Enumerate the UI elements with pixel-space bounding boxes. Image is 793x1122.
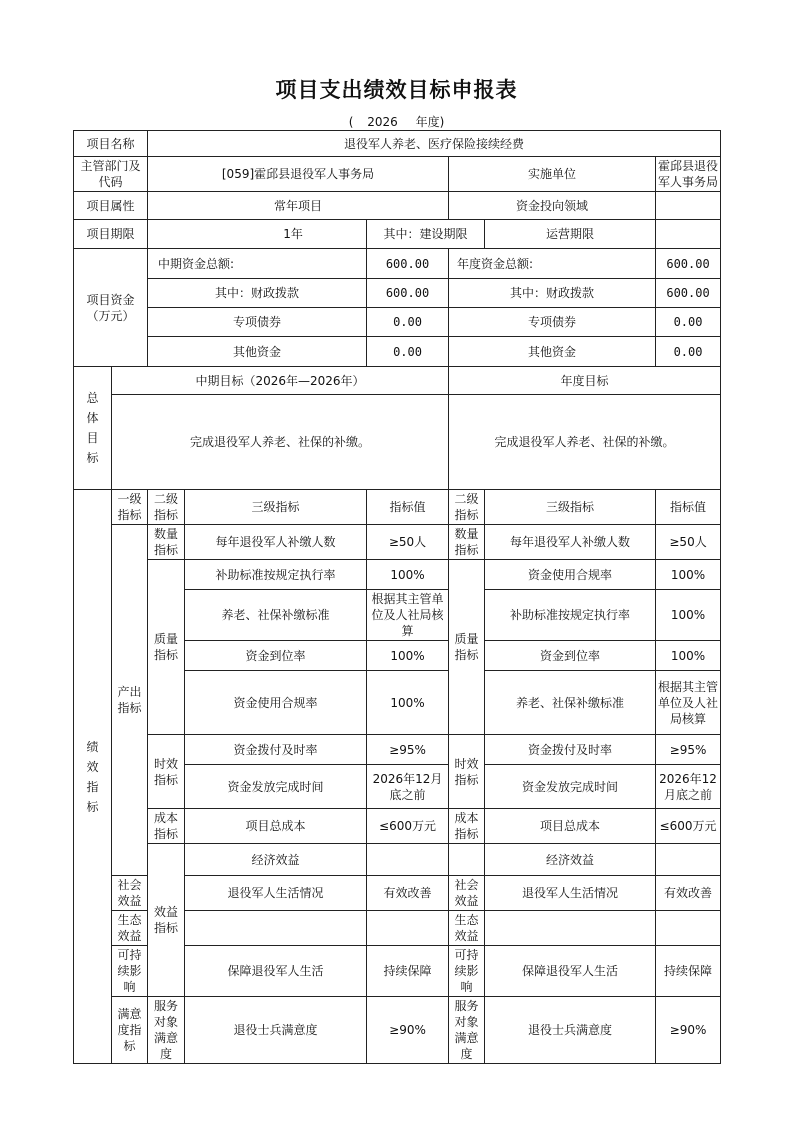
quantity-label-year: 数量指标 (449, 525, 485, 560)
mid-bond-label: 专项债券 (148, 308, 367, 337)
row-funds-fiscal (74, 279, 721, 308)
year-ecological-value (656, 911, 721, 946)
row-goals-header (74, 367, 721, 395)
year-quality-1-value: 100% (656, 560, 721, 590)
ecological-label-year: 生态效益 (449, 911, 485, 946)
mid-fiscal-label: 其中：财政拨款 (148, 279, 367, 308)
quantity-label-mid: 数量指标 (148, 525, 185, 560)
year-fiscal-label: 其中：财政拨款 (449, 279, 656, 308)
mid-ecological-name (185, 911, 367, 946)
impl-label: 实施单位 (449, 157, 656, 192)
output-label (112, 525, 148, 876)
year-bond-label: 专项债券 (449, 308, 656, 337)
economic-label-year: 经济效益 (485, 844, 656, 876)
mid-social-value: 有效改善 (367, 876, 449, 911)
mid-quantity-value: ≥50人 (367, 525, 449, 560)
year-total: 600.00 (656, 249, 721, 279)
year-quality-4-name: 养老、社保补缴标准 (485, 671, 656, 735)
year-sustainable-value: 持续保障 (656, 946, 721, 997)
row-timeliness-1 (74, 735, 721, 765)
mid-quality-1-value: 100% (367, 560, 449, 590)
benefit-label (148, 844, 185, 997)
mid-time-2-value: 2026年12月底之前 (367, 765, 449, 809)
row-goals-text (74, 395, 721, 490)
social-label-mid: 社会效益 (112, 876, 148, 911)
funds-label-line1: 项目资金 (86, 292, 135, 307)
build-label: 其中：建设期限 (367, 220, 485, 249)
output-label-text: 产出指标 (117, 685, 142, 715)
mid-quality-1-name: 补助标准按规定执行率 (185, 560, 367, 590)
row-project-name (74, 131, 721, 157)
service-label-year (449, 997, 485, 1064)
year-cost-name: 项目总成本 (485, 809, 656, 844)
row-department (74, 157, 721, 192)
year-service-value: ≥90% (656, 997, 721, 1064)
h-level2-mid: 二级指标 (148, 490, 185, 525)
ecological-label-mid: 生态效益 (112, 911, 148, 946)
invest-value (656, 192, 721, 220)
h-level2-year: 二级指标 (449, 490, 485, 525)
row-funds-bond (74, 308, 721, 337)
satisfaction-label-text: 满意度指标 (117, 1007, 142, 1053)
benefit-label-text: 效益指标 (154, 905, 179, 935)
mid-other-label: 其他资金 (148, 337, 367, 367)
invest-label: 资金投向领域 (449, 192, 656, 220)
goals-year-header: 年度目标 (449, 367, 721, 395)
impl-value: 霍邱县退役军人事务局 (656, 157, 721, 192)
mid-quality-4-name: 资金使用合规率 (185, 671, 367, 735)
h-value-mid: 指标值 (367, 490, 449, 525)
year-quantity-value: ≥50人 (656, 525, 721, 560)
ops-label: 运营期限 (485, 220, 656, 249)
year-cost-value: ≤600万元 (656, 809, 721, 844)
goals-label (74, 367, 112, 490)
mid-economic-value (449, 844, 485, 876)
dept-value: [059]霍邱县退役军人事务局 (148, 157, 449, 192)
economic-label-mid: 经济效益 (185, 844, 367, 876)
mid-ecological-value (367, 911, 449, 946)
timeliness-label-year: 时效指标 (449, 735, 485, 809)
mid-quality-2-value: 根据其主管单位及人社局核算 (367, 590, 449, 641)
mid-quality-4-value: 100% (367, 671, 449, 735)
mid-service-name: 退役士兵满意度 (185, 997, 367, 1064)
year-fiscal: 600.00 (656, 279, 721, 308)
year-label: 年度) (415, 115, 445, 129)
quality-label-mid: 质量指标 (148, 560, 185, 735)
year-quality-2-value: 100% (656, 590, 721, 641)
page-title: 项目支出绩效目标申报表 (275, 78, 518, 102)
mid-time-1-name: 资金拨付及时率 (185, 735, 367, 765)
mid-fiscal: 600.00 (367, 279, 449, 308)
mid-total: 600.00 (367, 249, 449, 279)
project-name-label: 项目名称 (74, 131, 148, 157)
goals-mid-text: 完成退役军人养老、社保的补缴。 (112, 395, 449, 490)
mid-quality-3-name: 资金到位率 (185, 641, 367, 671)
row-economic (74, 844, 721, 876)
goals-mid-header: 中期目标（2026年—2026年） (112, 367, 449, 395)
year-quality-2-name: 补助标准按规定执行率 (485, 590, 656, 641)
ops-value (656, 220, 721, 249)
attr-value: 常年项目 (148, 192, 449, 220)
mid-service-value: ≥90% (367, 997, 449, 1064)
year-quantity-name: 每年退役军人补缴人数 (485, 525, 656, 560)
row-funds-total (74, 249, 721, 279)
performance-table (73, 130, 721, 1064)
mid-quality-3-value: 100% (367, 641, 449, 671)
dept-label: 主管部门及代码 (74, 157, 148, 192)
year-social-name: 退役军人生活情况 (485, 876, 656, 911)
term-label: 项目期限 (74, 220, 148, 249)
service-label-mid (148, 997, 185, 1064)
row-cost (74, 809, 721, 844)
year-service-name: 退役士兵满意度 (485, 997, 656, 1064)
year-sustainable-name: 保障退役军人生活 (485, 946, 656, 997)
year-economic-name (656, 844, 721, 876)
year-quality-4-value: 根据其主管单位及人社局核算 (656, 671, 721, 735)
service-label-mid-text: 服务对象满意度 (154, 999, 179, 1061)
goals-label-text: 总体目标 (86, 391, 99, 465)
year-quality-1-name: 资金使用合规率 (485, 560, 656, 590)
goals-year-text: 完成退役军人养老、社保的补缴。 (449, 395, 721, 490)
year-other: 0.00 (656, 337, 721, 367)
mid-time-1-value: ≥95% (367, 735, 449, 765)
year-other-label: 其他资金 (449, 337, 656, 367)
row-funds-other (74, 337, 721, 367)
row-attribute (74, 192, 721, 220)
mid-cost-name: 项目总成本 (185, 809, 367, 844)
funds-label (74, 249, 148, 367)
row-term (74, 220, 721, 249)
year-bond: 0.00 (656, 308, 721, 337)
attr-label: 项目属性 (74, 192, 148, 220)
perf-label (74, 490, 112, 1064)
year-time-1-value: ≥95% (656, 735, 721, 765)
term-value: 1年 (148, 220, 367, 249)
sustainable-label-mid: 可持续影响 (112, 946, 148, 997)
social-label-year: 社会效益 (449, 876, 485, 911)
year-time-2-value: 2026年12月底之前 (656, 765, 721, 809)
year-quality-3-value: 100% (656, 641, 721, 671)
mid-bond: 0.00 (367, 308, 449, 337)
mid-sustainable-value: 持续保障 (367, 946, 449, 997)
mid-other: 0.00 (367, 337, 449, 367)
mid-total-label: 中期资金总额: (148, 249, 367, 279)
year-social-value: 有效改善 (656, 876, 721, 911)
year-open: ( (348, 115, 354, 129)
row-service (74, 997, 721, 1064)
year-time-1-name: 资金拨付及时率 (485, 735, 656, 765)
mid-cost-value: ≤600万元 (367, 809, 449, 844)
h-value-year: 指标值 (656, 490, 721, 525)
mid-time-2-name: 资金发放完成时间 (185, 765, 367, 809)
perf-label-text: 绩效指标 (86, 739, 99, 814)
year-time-2-name: 资金发放完成时间 (485, 765, 656, 809)
year-quality-3-name: 资金到位率 (485, 641, 656, 671)
timeliness-label-mid: 时效指标 (148, 735, 185, 809)
mid-economic-name (367, 844, 449, 876)
h-level1: 一级指标 (112, 490, 148, 525)
year-line (0, 113, 793, 130)
row-quality-1 (74, 560, 721, 590)
h-level3-year: 三级指标 (485, 490, 656, 525)
cost-label-mid: 成本指标 (148, 809, 185, 844)
year-ecological-name (485, 911, 656, 946)
quality-label-year: 质量指标 (449, 560, 485, 735)
mid-quantity-name: 每年退役军人补缴人数 (185, 525, 367, 560)
project-name: 退役军人养老、医疗保险接续经费 (148, 131, 721, 157)
mid-sustainable-name: 保障退役军人生活 (185, 946, 367, 997)
sustainable-label-year: 可持续影响 (449, 946, 485, 997)
year-total-label: 年度资金总额: (449, 249, 656, 279)
row-quantity (74, 525, 721, 560)
satisfaction-label (112, 997, 148, 1064)
mid-quality-2-name: 养老、社保补缴标准 (185, 590, 367, 641)
service-label-year-text: 服务对象满意度 (454, 999, 479, 1061)
row-perf-header (74, 490, 721, 525)
cost-label-year: 成本指标 (449, 809, 485, 844)
year-value: 2026 (367, 115, 398, 129)
funds-label-line2: （万元） (86, 308, 135, 323)
mid-social-name: 退役军人生活情况 (185, 876, 367, 911)
h-level3-mid: 三级指标 (185, 490, 367, 525)
